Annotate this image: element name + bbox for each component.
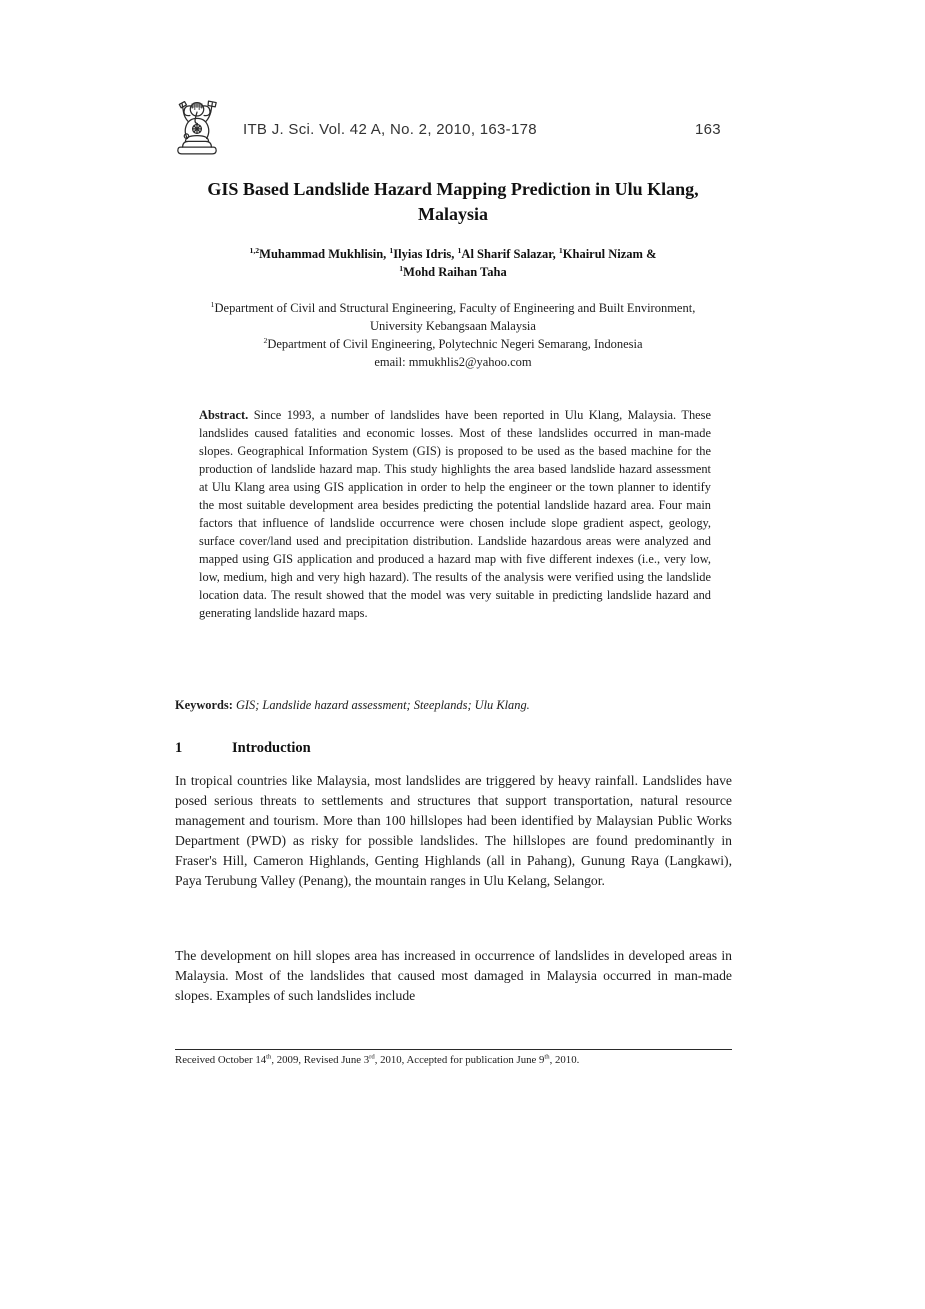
paper-title (175, 177, 731, 227)
body-paragraph-2: The development on hill slopes area has increased in occurrence of landslides in developed areas in Malaysia. Most of the landslides that caused most damaged in Malaysia occurred in man-made slopes. Examples of such landslides include (175, 948, 732, 1003)
itb-ganesha-logo-icon (174, 95, 220, 159)
affiliations-block (175, 299, 731, 371)
footnote-rule (175, 1049, 732, 1050)
keywords-label: Keywords: (175, 698, 233, 712)
authors-line: $^{1,2}$Muhammad Mukhlisin, $^1$Ilyias Idris, $^1$Al Sharif Salazar, $^1$Khairul Nizam & $^1$Mohd Raihan Taha (249, 245, 657, 279)
section-heading (175, 740, 731, 757)
keywords-line (175, 696, 731, 714)
abstract-block (199, 406, 711, 622)
keywords-text: GIS; Landslide hazard assessment; Steeplands; Ulu Klang. (235, 698, 530, 712)
paper-title-text: GIS Based Landslide Hazard Mapping Prediction in Ulu Klang, Malaysia (207, 179, 699, 224)
footnote-text: Received October 14th, 2009, Revised June 3rd, 2010, Accepted for publication June 9th, 2010. (175, 1053, 580, 1066)
affiliations-text: $^1$Department of Civil and Structural Engineering, Faculty of Engineering and Built Environment, University Kebangsaan Malaysia $^2$Department of Civil Engineering, Polytechnic Negeri Semarang, Indonesia email: mmukhlis2@yahoo.com (210, 299, 696, 369)
body-paragraph-1: In tropical countries like Malaysia, most landslides are triggered by heavy rainfall. Landslides have posed serious threats to settlements and structures that support transportation, natural resource management and tourism. More than 100 hillslopes had been identified by Malaysian Public Works Department (PWD) as risky for possible landslides. The hillslopes are found predominantly in Fraser's Hill, Cameron Highlands, Genting Highlands (all in Pahang), Gunung Raya (Langkawi), Paya Terubung Valley (Penang), the mountain ranges in Ulu Kelang, Selangor. (175, 773, 732, 888)
section-title: Introduction (232, 740, 311, 756)
abstract-text: Since 1993, a number of landslides have been reported in Ulu Klang, Malaysia. These landslides caused fatalities and economic losses. Most of these landslides occurred in man-made slopes. Geographical Information System (GIS) is proposed to be used as the based machine for the production of landslide hazard map. This study highlights the area based landslide hazard assessment at Ulu Klang area using GIS application in order to help the engineer or the town planner to identify the most suitable development area besides predicting the potential landslide hazard area. Four main factors that influence of landslide occurrence were chosen include slope gradient aspect, geology, surface cover/land used and precipitation distribution. Landslide hazardous areas were analyzed and mapped using GIS application and produced a hazard map with five different indexes (i.e., very low, low, medium, high and very high hazard). The results of the analysis were verified using the landslide location data. The result showed that the model was very suitable in predicting landslide hazard and generating landslide hazard maps. (199, 408, 711, 620)
page-number: 163 (695, 121, 721, 138)
section-number: 1 (175, 740, 183, 756)
journal-reference: ITB J. Sci. Vol. 42 A, No. 2, 2010, 163-178 (243, 121, 537, 138)
abstract-label: Abstract. (199, 408, 249, 422)
